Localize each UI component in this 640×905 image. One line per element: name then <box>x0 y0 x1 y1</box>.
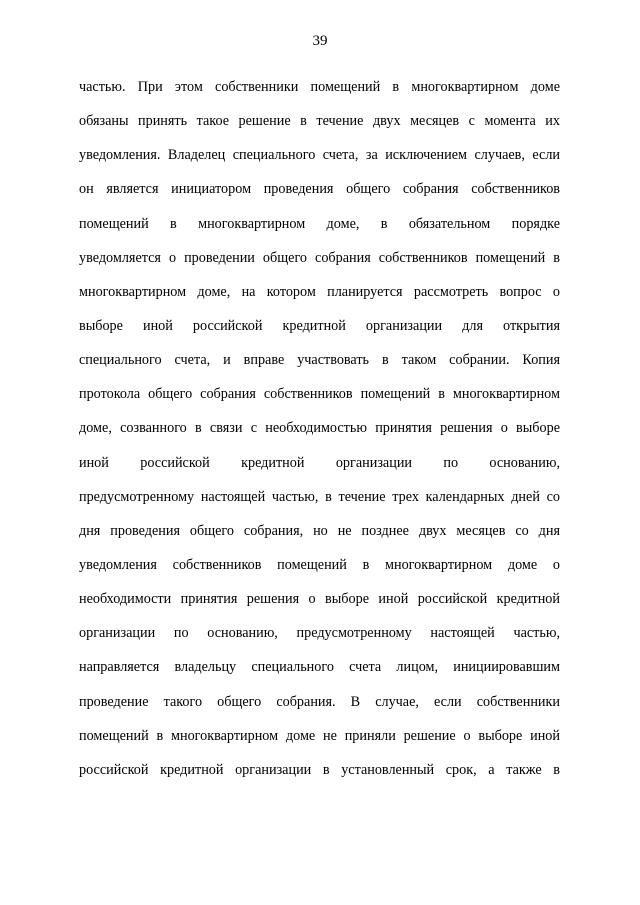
text-line: частью. При этом собственники помещений в многоквартирном доме <box>79 79 560 95</box>
page-number: 39 <box>312 33 328 49</box>
text-line: протокола общего собрания собственников помещений в многоквартирном <box>79 386 560 403</box>
text-line: уведомления. Владелец специального счета, за исключением случаев, если <box>79 147 560 164</box>
text-line: обязаны принять такое решение в течение двух месяцев с момента их <box>79 113 560 130</box>
text-line: уведомления собственников помещений в многоквартирном доме о <box>79 556 560 573</box>
text-line: проведение такого общего собрания. В случае, если собственники <box>79 693 560 710</box>
text-line: доме, созванного в связи с необходимостью принятия решения о выборе <box>79 420 560 437</box>
text-line: направляется владельцу специального счета лицом, инициировавшим <box>79 659 560 676</box>
text-line: выборе иной российской кредитной организации для открытия <box>79 317 560 334</box>
text-line: многоквартирном доме, на котором планируется рассмотреть вопрос о <box>79 283 560 300</box>
text-line: специального счета, и вправе участвовать в таком собрании. Копия <box>79 352 560 369</box>
text-line: иной российской кредитной организации по основанию, <box>79 454 560 471</box>
body-text <box>79 73 560 790</box>
text-line: необходимости принятия решения о выборе иной российской кредитной <box>79 591 560 608</box>
text-line: помещений в многоквартирном доме, в обязательном порядке <box>79 215 560 232</box>
text-line: предусмотренному настоящей частью, в течение трех календарных дней со <box>79 488 560 505</box>
text-line: уведомляется о проведении общего собрания собственников помещений в <box>79 249 560 266</box>
text-line: организации по основанию, предусмотренному настоящей частью, <box>79 625 560 642</box>
text-line: российской кредитной организации в установленный срок, а также в <box>79 761 560 778</box>
text-line: помещений в многоквартирном доме не приняли решение о выборе иной <box>79 727 560 744</box>
text-line: дня проведения общего собрания, но не позднее двух месяцев со дня <box>79 522 560 539</box>
text-line: он является инициатором проведения общего собрания собственников <box>79 181 560 198</box>
